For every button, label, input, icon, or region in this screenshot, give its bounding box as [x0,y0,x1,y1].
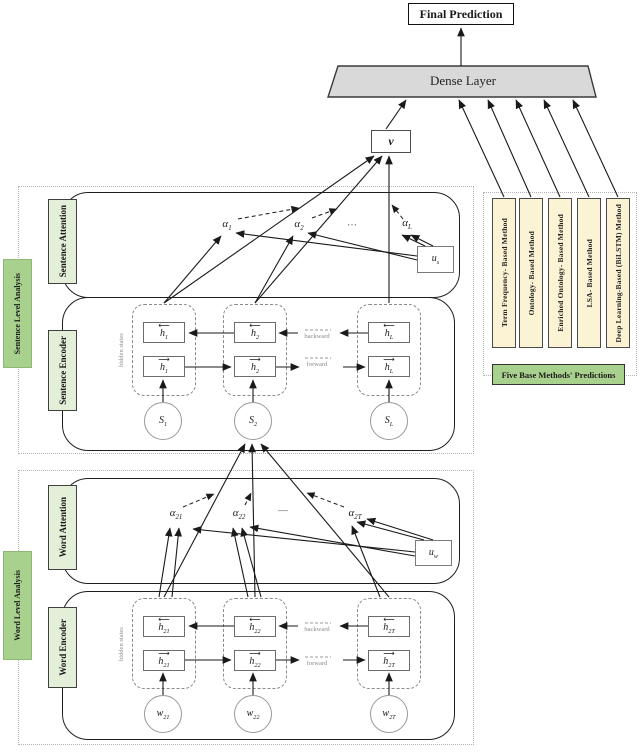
alpha-2T-label: $\alpha_{2T}$ [348,506,362,522]
sentence-hidden-group-L [357,304,421,396]
h-forward-2T-box: ⟶ $h_{2T}$ [368,650,410,671]
h-forward-22-box: ⟶ $h_{22}$ [234,650,276,671]
sentence-hidden-states-label: hidden states [118,333,125,368]
sentence-hidden-group-1 [132,304,196,396]
word-attention-box [62,478,460,584]
method-term-frequency: Term Frequency- Based Method [492,198,516,348]
alpha-L-label: $\alpha_L$ [402,216,412,232]
word-node-22: $w_{22}$ [234,695,272,733]
sentence-attention-label [48,199,77,284]
v-vector-box: v [371,130,411,153]
word-forward-label: forward [306,660,328,667]
method-deep-learning: Deep Learning-Based (BiLSTM) Method [606,198,630,348]
h-backward-21-box: ⟵ $h_{21}$ [143,616,185,637]
sentence-node-2: $S_2$ [234,402,272,440]
h-backward-1-box: ⟵ $h_1$ [143,322,185,343]
word-attention-text: Word Attention [57,497,68,558]
sentence-attention-box [62,192,460,298]
h-backward-L-box: ⟵ $h_L$ [368,322,410,343]
method-enriched-ontology: Enriched Ontology- Based Method [548,198,572,348]
sentence-encoder-label [48,330,77,411]
h-forward-L-box: ⟶ $h_L$ [368,356,410,377]
alpha-ellipsis: … [347,217,357,229]
word-level-analysis-text: Word Level Analysis [13,570,22,641]
sentence-level-analysis-label [3,259,32,368]
word-context-vector-box: $u_w$ [415,540,452,566]
method-ontology: Ontology- Based Method [519,198,543,348]
word-node-21: $w_{21}$ [144,695,182,733]
sentence-level-analysis-text: Sentence Level Analysis [13,272,22,355]
sentence-hidden-group-2 [223,304,287,396]
h-forward-2-box: ⟶ $h_2$ [234,356,276,377]
sentence-forward-label: forward [306,361,328,368]
h-backward-2T-box: ⟵ $h_{2T}$ [368,616,410,637]
sentence-node-L: $S_L$ [370,402,408,440]
sentence-node-1: $S_1$ [144,402,182,440]
h-forward-21-box: ⟶ $h_{21}$ [143,650,185,671]
h-backward-22-box: ⟵ $h_{22}$ [234,616,276,637]
h-backward-2-box: ⟵ $h_2$ [234,322,276,343]
word-hidden-states-label: hidden states [118,627,125,662]
alpha-22-label: $\alpha_{22}$ [232,506,246,522]
sentence-encoder-text: Sentence Encoder [57,336,68,405]
word-encoder-label [48,607,77,688]
word-hidden-group-T [357,598,421,689]
dense-layer-label: Dense Layer [429,73,497,88]
word-encoder-text: Word Encoder [57,619,68,676]
word-attention-label [48,485,77,570]
word-level-analysis-label [3,551,32,660]
method-lsa: LSA- Based Method [577,198,601,348]
alpha-2-label: $\alpha_2$ [294,217,304,233]
alpha-21-label: $\alpha_{21}$ [169,506,183,522]
alpha-word-ellipsis: — [278,505,288,517]
word-hidden-group-1 [132,598,196,689]
word-hidden-group-2 [223,598,287,689]
five-methods-footer-label: Five Base Methods' Predictions [492,364,625,385]
word-node-2T: $w_{2T}$ [370,695,408,733]
sentence-attention-text: Sentence Attention [57,205,68,278]
sentence-backward-label: backward [304,333,330,340]
h-forward-1-box: ⟶ $h_1$ [143,356,185,377]
word-backward-label: backward [304,626,330,633]
alpha-1-label: $\alpha_1$ [222,217,232,233]
final-prediction-box: Final Prediction [408,3,514,25]
sentence-context-vector-box: $u_s$ [417,246,454,273]
